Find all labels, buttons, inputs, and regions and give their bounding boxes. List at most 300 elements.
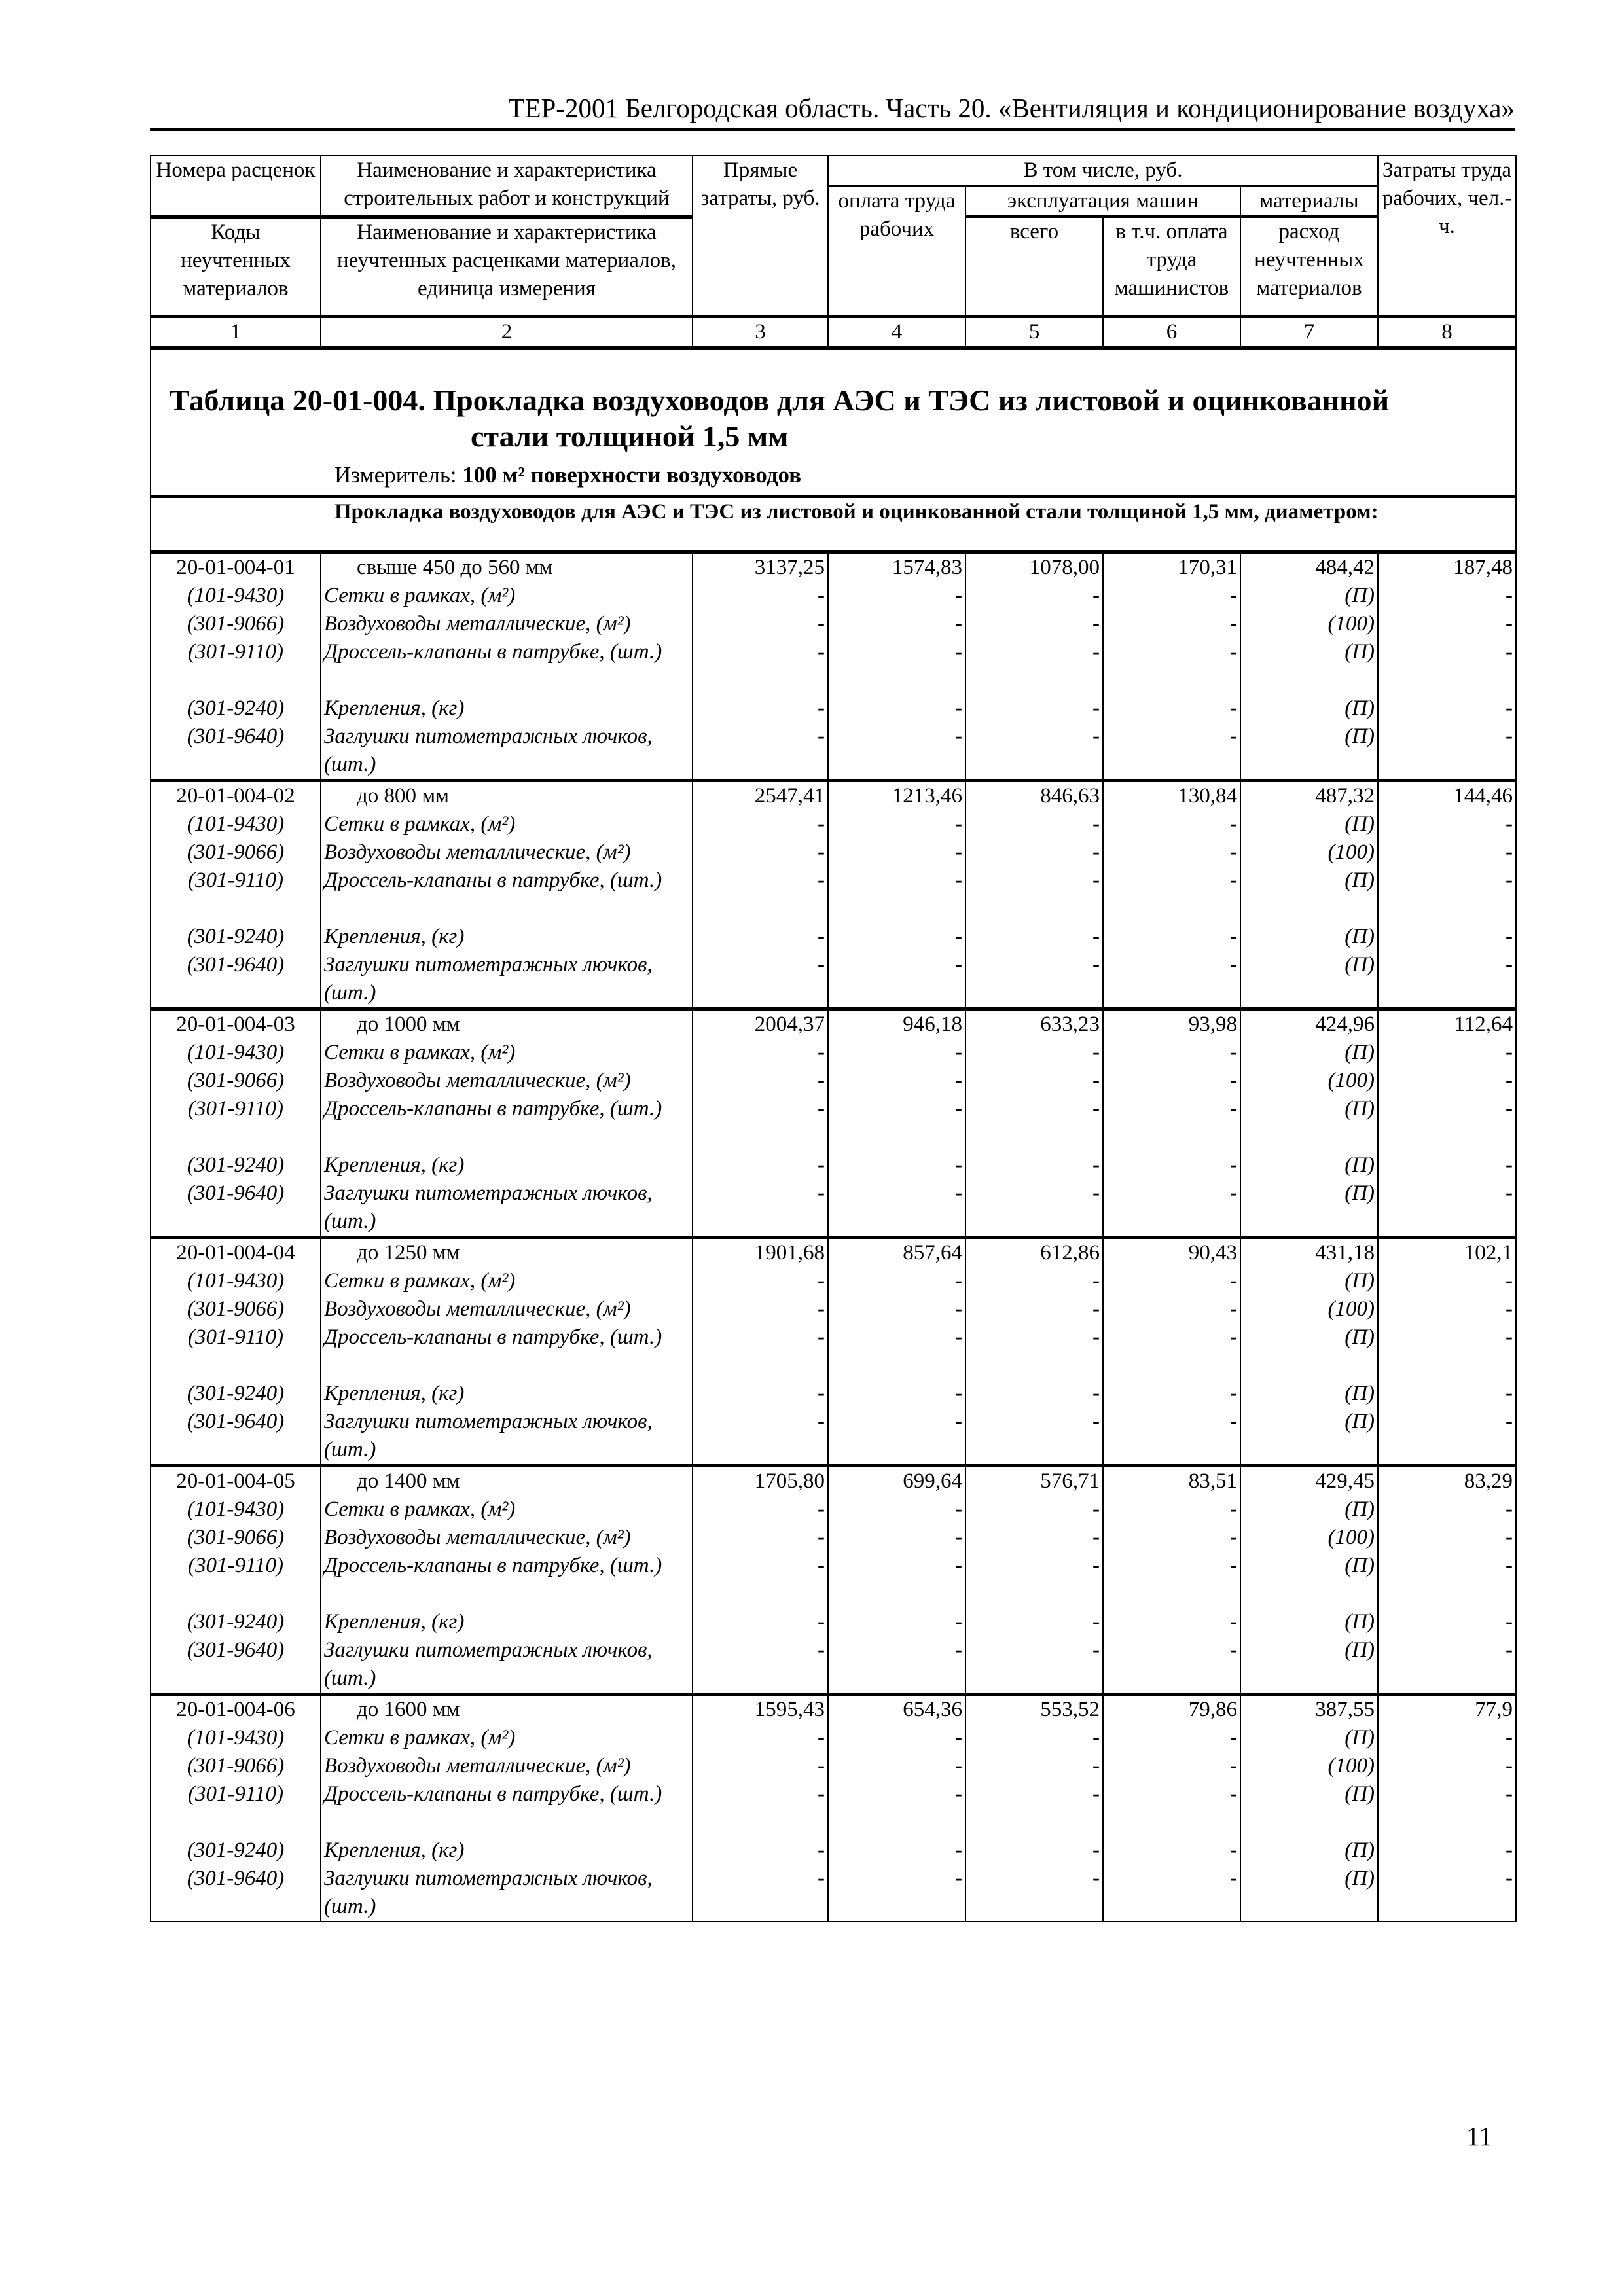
direct-cost: 1705,80 [754,1469,825,1493]
material-name: Сетки в рамках, (м²) [324,1497,516,1521]
material-code: (101-9430) [187,583,285,607]
labor-hours-cell [1378,552,1516,780]
empty-dash: - [955,1040,962,1064]
empty-dash: - [1506,1153,1513,1177]
empty-dash: - [818,812,825,836]
rate-name-cell [321,1694,693,1922]
empty-dash: - [955,1638,962,1662]
empty-dash: - [1230,1068,1237,1092]
rate-row [151,1694,1516,1922]
empty-dash: - [818,1609,825,1634]
empty-dash: - [955,724,962,748]
material-name: Крепления, (кг) [324,1381,465,1405]
direct-cost-cell [693,1237,828,1465]
table-title-line2: стали толщиной 1,5 мм [471,419,789,453]
rate-name-cell [321,1009,693,1237]
material-code: (301-9240) [187,1609,285,1634]
empty-dash: - [1506,1525,1513,1549]
material-qty: (П) [1344,583,1375,607]
rate-code-cell [151,1465,321,1694]
header-materials-label: материалы [1240,186,1378,217]
header-col5: всего [965,217,1103,316]
material-name: Заглушки питометражных лючков, (шт.) [324,1638,653,1690]
labor-cost-cell [828,1009,965,1237]
empty-dash: - [818,583,825,607]
material-name: Дроссель-клапаны в патрубке, (шт.) [324,1325,662,1349]
material-code: (101-9430) [187,1268,285,1293]
material-code: (301-9640) [187,1181,285,1205]
materials-cost-cell [1240,1694,1378,1922]
direct-cost-cell [693,1009,828,1237]
material-code: (301-9066) [187,840,285,864]
materials-cost: 431,18 [1315,1240,1375,1265]
material-code: (301-9110) [187,1096,284,1121]
empty-dash: - [1230,840,1237,864]
labor-cost: 857,64 [903,1240,962,1265]
empty-dash: - [1092,812,1100,836]
empty-dash: - [955,868,962,892]
material-code: (301-9240) [187,1838,285,1862]
empty-dash: - [818,1638,825,1662]
empty-dash: - [955,583,962,607]
empty-dash: - [955,1497,962,1521]
empty-dash: - [955,1866,962,1890]
empty-dash: - [818,1096,825,1121]
material-name: Дроссель-клапаны в патрубке, (шт.) [324,868,662,892]
empty-dash: - [818,952,825,977]
material-code: (101-9430) [187,1497,285,1521]
material-name: Заглушки питометражных лючков, (шт.) [324,724,653,776]
material-code: (301-9066) [187,1525,285,1549]
machines-cost: 576,71 [1040,1469,1100,1493]
empty-dash: - [818,1181,825,1205]
material-qty: (П) [1344,1782,1375,1806]
empty-dash: - [1230,1409,1237,1433]
material-qty: (П) [1344,1325,1375,1349]
empty-dash: - [1230,1325,1237,1349]
rate-row [151,1465,1516,1694]
empty-dash: - [1230,1838,1237,1862]
empty-dash: - [1230,1096,1237,1121]
material-qty: (П) [1344,1725,1375,1749]
empty-dash: - [1092,1096,1100,1121]
empty-dash: - [818,1782,825,1806]
labor-cost-cell [828,1465,965,1694]
empty-dash: - [1506,611,1513,636]
material-qty: (П) [1344,639,1375,664]
header-col2-bottom: Наименование и характеристика неучтенных расценками материалов, единица измерения [321,217,693,316]
material-name: Крепления, (кг) [324,1609,465,1634]
empty-dash: - [1506,1068,1513,1092]
material-name: Сетки в рамках, (м²) [324,1268,516,1293]
empty-dash: - [1092,1782,1100,1806]
empty-dash: - [1506,724,1513,748]
material-code: (301-9640) [187,724,285,748]
empty-dash: - [818,1153,825,1177]
rate-name: до 1400 мм [357,1469,460,1493]
materials-cost-cell [1240,552,1378,780]
operators-cost-cell [1103,780,1240,1009]
table-title [170,382,1505,454]
empty-dash: - [1506,812,1513,836]
empty-dash: - [1092,1409,1100,1433]
rate-name: свыше 450 до 560 мм [357,555,553,579]
empty-dash: - [818,1040,825,1064]
rate-code: 20-01-004-02 [176,783,295,808]
material-name: Воздуховоды металлические, (м²) [324,1753,631,1778]
empty-dash: - [955,840,962,864]
material-code: (101-9430) [187,812,285,836]
empty-dash: - [1092,1725,1100,1749]
empty-dash: - [955,696,962,720]
material-name: Заглушки питометражных лючков, (шт.) [324,1866,653,1918]
empty-dash: - [955,1297,962,1321]
rate-name-cell [321,1237,693,1465]
machines-cost-cell [965,1694,1103,1922]
empty-dash: - [1092,1553,1100,1577]
empty-dash: - [955,1153,962,1177]
column-number: 2 [321,316,693,348]
materials-cost: 484,42 [1315,555,1375,579]
empty-dash: - [1092,611,1100,636]
empty-dash: - [1506,639,1513,664]
material-code: (301-9240) [187,1381,285,1405]
machines-cost-cell [965,780,1103,1009]
empty-dash: - [1506,1409,1513,1433]
material-code: (301-9110) [187,868,284,892]
rate-row [151,780,1516,1009]
material-qty: (100) [1327,1525,1375,1549]
labor-hours-cell [1378,1694,1516,1922]
empty-dash: - [1506,1325,1513,1349]
material-qty: (100) [1327,611,1375,636]
material-name: Воздуховоды металлические, (м²) [324,611,631,636]
operators-cost: 79,86 [1188,1697,1237,1721]
material-code: (301-9640) [187,952,285,977]
empty-dash: - [818,1325,825,1349]
empty-dash: - [1506,868,1513,892]
header-col1-bottom: Коды неучтенных материалов [151,217,321,316]
rate-name-cell [321,1465,693,1694]
empty-dash: - [1092,639,1100,664]
empty-dash: - [1092,840,1100,864]
empty-dash: - [818,1725,825,1749]
rate-code-cell [151,552,321,780]
operators-cost-cell [1103,1694,1240,1922]
empty-dash: - [1230,1553,1237,1577]
column-number: 3 [693,316,828,348]
direct-cost: 3137,25 [754,555,825,579]
header-col6: в т.ч. оплата труда машинистов [1103,217,1240,316]
operators-cost-cell [1103,1237,1240,1465]
empty-dash: - [818,611,825,636]
empty-dash: - [818,1409,825,1433]
empty-dash: - [1092,1068,1100,1092]
empty-dash: - [818,868,825,892]
materials-cost-cell [1240,1465,1378,1694]
empty-dash: - [1092,1638,1100,1662]
empty-dash: - [955,1838,962,1862]
empty-dash: - [1506,1181,1513,1205]
empty-dash: - [955,1609,962,1634]
empty-dash: - [1230,611,1237,636]
material-code: (101-9430) [187,1725,285,1749]
empty-dash: - [1230,1525,1237,1549]
material-name: Дроссель-клапаны в патрубке, (шт.) [324,1782,662,1806]
empty-dash: - [818,1268,825,1293]
empty-dash: - [1506,1725,1513,1749]
empty-dash: - [818,696,825,720]
machines-cost: 553,52 [1040,1697,1100,1721]
machines-cost-cell [965,1009,1103,1237]
material-qty: (П) [1344,1638,1375,1662]
empty-dash: - [955,812,962,836]
empty-dash: - [1230,696,1237,720]
empty-dash: - [818,1525,825,1549]
material-code: (301-9110) [187,1325,284,1349]
empty-dash: - [955,1782,962,1806]
empty-dash: - [1092,1753,1100,1778]
empty-dash: - [955,611,962,636]
rate-row [151,1237,1516,1465]
material-name: Воздуховоды металлические, (м²) [324,1525,631,1549]
measure-label: Измеритель: [334,461,463,488]
material-name: Сетки в рамках, (м²) [324,1040,516,1064]
material-code: (301-9110) [187,1553,284,1577]
material-code: (301-9066) [187,1753,285,1778]
empty-dash: - [818,1297,825,1321]
material-name: Дроссель-клапаны в патрубке, (шт.) [324,1096,662,1121]
material-qty: (П) [1344,1866,1375,1890]
operators-cost-cell [1103,1465,1240,1694]
rate-row [151,552,1516,780]
header-col4: оплата труда рабочих [828,186,965,316]
labor-cost: 654,36 [903,1697,962,1721]
operators-cost: 130,84 [1178,783,1237,808]
empty-dash: - [1092,952,1100,977]
labor-hours-cell [1378,1465,1516,1694]
empty-dash: - [1230,1181,1237,1205]
empty-dash: - [1230,1753,1237,1778]
empty-dash: - [1092,724,1100,748]
material-code: (301-9110) [187,1782,284,1806]
material-qty: (П) [1344,812,1375,836]
empty-dash: - [1230,583,1237,607]
empty-dash: - [1506,1040,1513,1064]
empty-dash: - [1092,1325,1100,1349]
material-name: Крепления, (кг) [324,1153,465,1177]
material-name: Сетки в рамках, (м²) [324,812,516,836]
empty-dash: - [818,840,825,864]
material-qty: (П) [1344,1181,1375,1205]
measure-unit [334,461,801,489]
rate-code: 20-01-004-04 [176,1240,295,1265]
empty-dash: - [955,1409,962,1433]
empty-dash: - [1506,1609,1513,1634]
empty-dash: - [1092,1181,1100,1205]
empty-dash: - [818,1753,825,1778]
empty-dash: - [1230,1381,1237,1405]
labor-hours: 77,9 [1475,1697,1513,1721]
rate-name: до 800 мм [357,783,450,808]
empty-dash: - [955,1381,962,1405]
column-number: 6 [1103,316,1240,348]
material-qty: (П) [1344,1838,1375,1862]
measure-value: 100 м² поверхности воздуховодов [462,461,802,488]
header-machines-label: эксплуатация машин [965,186,1240,217]
rate-code: 20-01-004-03 [176,1012,295,1036]
empty-dash: - [1230,1725,1237,1749]
empty-dash: - [1092,1153,1100,1177]
material-qty: (П) [1344,1497,1375,1521]
empty-dash: - [1506,696,1513,720]
empty-dash: - [1506,1553,1513,1577]
empty-dash: - [1506,1096,1513,1121]
empty-dash: - [1506,1297,1513,1321]
empty-dash: - [1230,1866,1237,1890]
material-code: (301-9110) [187,639,284,664]
empty-dash: - [1230,639,1237,664]
empty-dash: - [1230,952,1237,977]
material-code: (301-9066) [187,1297,285,1321]
empty-dash: - [818,724,825,748]
material-name: Воздуховоды металлические, (м²) [324,1297,631,1321]
empty-dash: - [1092,583,1100,607]
direct-cost-cell [693,1465,828,1694]
empty-dash: - [1506,583,1513,607]
material-qty: (100) [1327,1297,1375,1321]
material-name: Крепления, (кг) [324,924,465,948]
empty-dash: - [1092,1609,1100,1634]
rates-table [150,155,1517,1922]
material-qty: (П) [1344,724,1375,748]
empty-dash: - [818,1068,825,1092]
empty-dash: - [955,952,962,977]
material-code: (301-9066) [187,1068,285,1092]
material-name: Заглушки питометражных лючков, (шт.) [324,1409,653,1462]
rate-code: 20-01-004-05 [176,1469,295,1493]
empty-dash: - [955,1268,962,1293]
header-group-label: В том числе, руб. [828,156,1378,186]
rate-name-cell [321,552,693,780]
empty-dash: - [955,1096,962,1121]
labor-cost: 1213,46 [892,783,962,808]
empty-dash: - [818,1838,825,1862]
empty-dash: - [955,1325,962,1349]
labor-hours: 112,64 [1454,1012,1513,1036]
column-number: 8 [1378,316,1516,348]
labor-hours: 102,1 [1464,1240,1513,1265]
materials-cost-cell [1240,780,1378,1009]
direct-cost: 1595,43 [754,1697,825,1721]
empty-dash: - [1230,1040,1237,1064]
machines-cost-cell [965,552,1103,780]
machines-cost: 633,23 [1040,1012,1100,1036]
materials-cost: 487,32 [1315,783,1375,808]
empty-dash: - [1506,840,1513,864]
material-name: Воздуховоды металлические, (м²) [324,840,631,864]
labor-hours-cell [1378,1237,1516,1465]
material-code: (301-9240) [187,696,285,720]
material-code: (301-9640) [187,1409,285,1433]
empty-dash: - [1230,1297,1237,1321]
empty-dash: - [955,1725,962,1749]
empty-dash: - [1230,1609,1237,1634]
empty-dash: - [1230,1638,1237,1662]
empty-dash: - [1506,1638,1513,1662]
empty-dash: - [1506,952,1513,977]
direct-cost: 2004,37 [754,1012,825,1036]
empty-dash: - [1092,1381,1100,1405]
material-qty: (П) [1344,1268,1375,1293]
table-title-section [151,348,1516,496]
column-numbers-row [151,316,1516,348]
empty-dash: - [818,1866,825,1890]
column-number: 7 [1240,316,1378,348]
material-qty: (П) [1344,952,1375,977]
material-name: Сетки в рамках, (м²) [324,1725,516,1749]
labor-cost-cell [828,1237,965,1465]
empty-dash: - [1230,924,1237,948]
material-code: (301-9066) [187,611,285,636]
material-qty: (П) [1344,1553,1375,1577]
empty-dash: - [1506,1268,1513,1293]
material-code: (301-9240) [187,924,285,948]
material-qty: (П) [1344,1381,1375,1405]
labor-cost-cell [828,1694,965,1922]
materials-cost: 429,45 [1315,1469,1375,1493]
column-number: 1 [151,316,321,348]
material-code: (101-9430) [187,1040,285,1064]
machines-cost: 1078,00 [1029,555,1100,579]
empty-dash: - [955,1553,962,1577]
material-name: Дроссель-клапаны в патрубке, (шт.) [324,639,662,664]
direct-cost-cell [693,552,828,780]
labor-cost: 946,18 [903,1012,962,1036]
material-code: (301-9640) [187,1866,285,1890]
rate-name-cell [321,780,693,1009]
material-name: Воздуховоды металлические, (м²) [324,1068,631,1092]
material-qty: (П) [1344,924,1375,948]
material-qty: (100) [1327,1753,1375,1778]
empty-dash: - [818,924,825,948]
empty-dash: - [818,1553,825,1577]
rate-row [151,1009,1516,1237]
empty-dash: - [1230,1497,1237,1521]
labor-cost: 699,64 [903,1469,962,1493]
empty-dash: - [818,1497,825,1521]
header-col3: Прямые затраты, руб. [693,156,828,316]
operators-cost: 90,43 [1188,1240,1237,1265]
empty-dash: - [1506,1782,1513,1806]
material-qty: (П) [1344,1096,1375,1121]
rate-name: до 1000 мм [357,1012,460,1036]
labor-hours: 83,29 [1464,1469,1513,1493]
empty-dash: - [1092,1866,1100,1890]
header-col8: Затраты труда рабочих, чел.-ч. [1378,156,1516,316]
rate-code: 20-01-004-06 [176,1697,295,1721]
material-name: Заглушки питометражных лючков, (шт.) [324,1181,653,1233]
empty-dash: - [1230,1268,1237,1293]
rate-code-cell [151,780,321,1009]
section-heading: Прокладка воздуховодов для АЭС и ТЭС из листовой и оцинкованной стали толщиной 1,5 мм, диаметром: [151,496,1516,552]
machines-cost-cell [965,1237,1103,1465]
labor-hours: 144,46 [1453,783,1513,808]
materials-cost-cell [1240,1237,1378,1465]
material-qty: (П) [1344,868,1375,892]
header-col1-top: Номера расценок [151,156,321,217]
rate-code-cell [151,1009,321,1237]
